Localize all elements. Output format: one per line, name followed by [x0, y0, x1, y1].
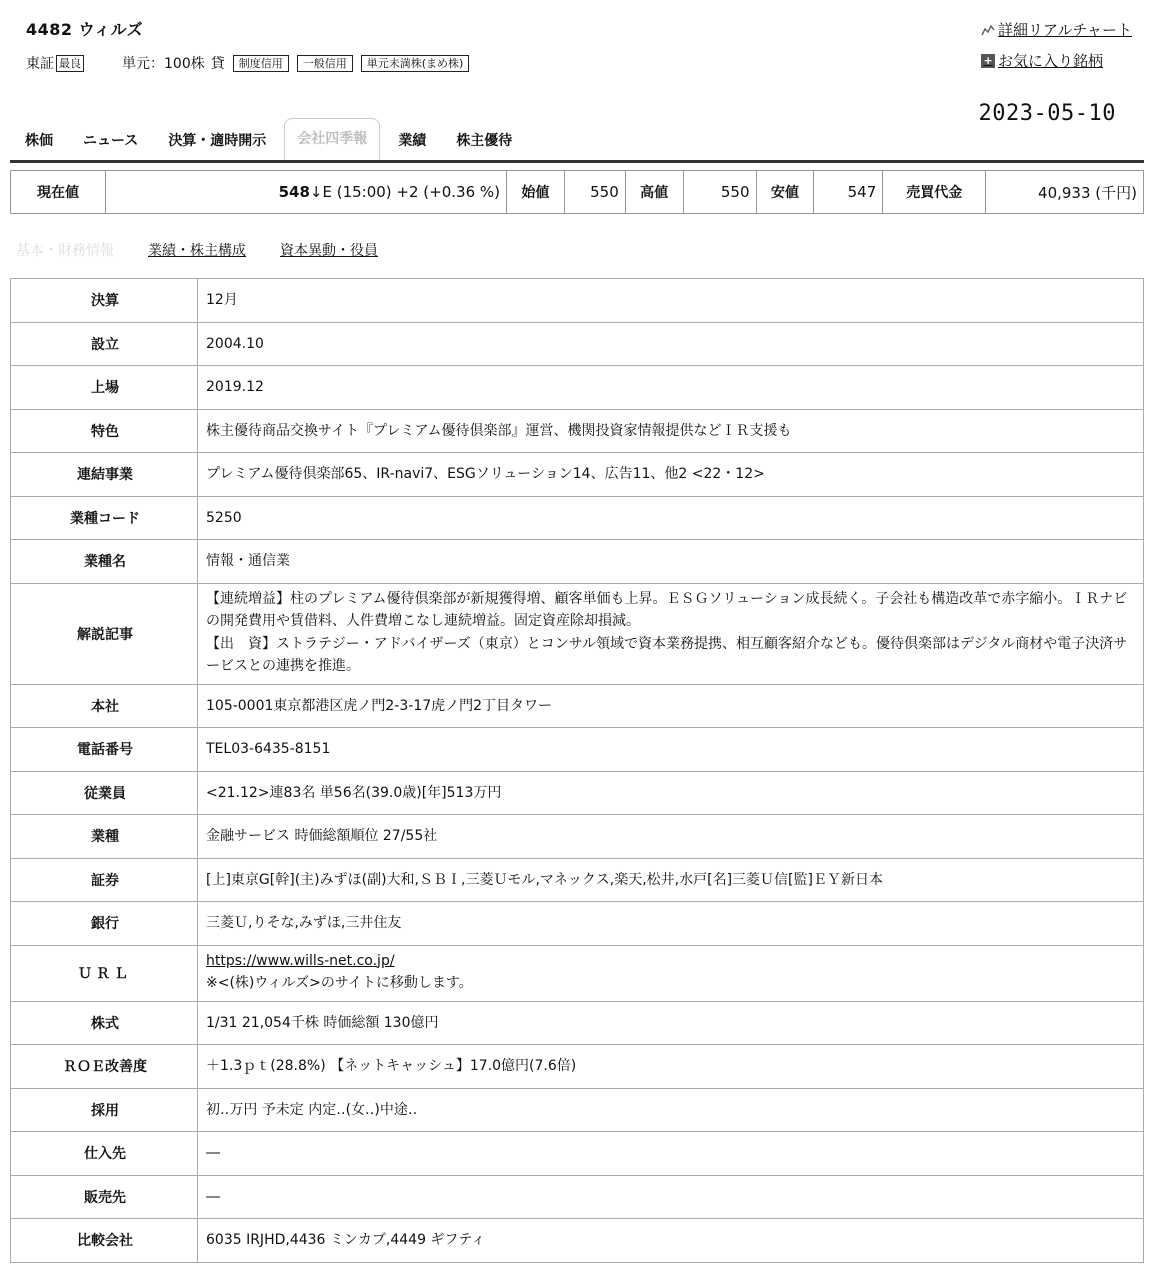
row-value: 金融サービス 時価総額順位 27/55社: [198, 815, 1144, 859]
stock-title: 4482 ウィルズ: [26, 20, 144, 39]
low-value: 547: [814, 171, 883, 214]
company-url-link[interactable]: https://www.wills-net.co.jp/: [206, 952, 395, 969]
row-value: 1/31 21,054千株 時価総額 130億円: [198, 1001, 1144, 1045]
favorite-label: お気に入り銘柄: [998, 52, 1104, 70]
table-row: [11, 540, 1144, 584]
row-value: 2019.12: [198, 366, 1144, 410]
url-value: [198, 945, 1144, 1001]
table-row: [11, 1045, 1144, 1089]
page-date: 2023-05-10: [978, 101, 1116, 126]
url-note: ※<(株)ウィルズ>のサイトに移動します。: [206, 975, 473, 991]
tab-underline: [10, 160, 1144, 163]
high-label: 高値: [625, 171, 683, 214]
open-value: 550: [564, 171, 625, 214]
table-row: [11, 409, 1144, 453]
row-key: 比較会社: [11, 1219, 198, 1263]
row-value: 株主優待商品交換サイト『プレミアム優待倶楽部』運営、機関投資家情報提供などＩＲ支援も: [198, 409, 1144, 453]
row-value: 5250: [198, 496, 1144, 540]
row-key: 株式: [11, 1001, 198, 1045]
table-row: [11, 1088, 1144, 1132]
table-row: [11, 453, 1144, 497]
subnav-basic-current: 基本・財務情報: [16, 243, 114, 259]
row-value: ＋1.3ｐｔ(28.8%) 【ネットキャッシュ】17.0億円(7.6倍): [198, 1045, 1144, 1089]
row-value: ―: [198, 1175, 1144, 1219]
tag-margin-general: 一般信用: [297, 55, 353, 72]
chart-icon: [981, 23, 995, 37]
tab-price[interactable]: 株価: [25, 133, 53, 149]
table-row: [11, 858, 1144, 902]
tag-margin-system: 制度信用: [233, 55, 289, 72]
row-key: 電話番号: [11, 728, 198, 772]
table-row: [11, 322, 1144, 366]
tab-shikiho[interactable]: 会社四季報: [284, 118, 380, 160]
page-header: [0, 0, 1150, 160]
row-value: プレミアム優待倶楽部65、IR-navi7、ESGソリューション14、広告11、他2 <22・12>: [198, 453, 1144, 497]
table-row: [11, 1219, 1144, 1263]
price-cell: [106, 171, 507, 214]
row-key: 採用: [11, 1088, 198, 1132]
open-label: 始値: [507, 171, 565, 214]
row-value: 6035 IRJHD,4436 ミンカブ,4449 ギフティ: [198, 1219, 1144, 1263]
table-row: [11, 902, 1144, 946]
row-value: <21.12>連83名 単56名(39.0歳)[年]513万円: [198, 771, 1144, 815]
row-value: 2004.10: [198, 322, 1144, 366]
row-key: 上場: [11, 366, 198, 410]
row-value: 105-0001東京都港区虎ノ門2-3-17虎ノ門2丁目タワー: [198, 684, 1144, 728]
table-row: [11, 279, 1144, 323]
row-key: ＵＲＬ: [11, 945, 198, 1001]
row-key: 販売先: [11, 1175, 198, 1219]
sub-navigation: [16, 240, 412, 260]
plus-icon: +: [981, 54, 995, 68]
subnav-capital-officers[interactable]: 資本異動・役員: [280, 243, 378, 259]
row-key: 銀行: [11, 902, 198, 946]
price-detail: (15:00) +2 (+0.36 %): [336, 183, 500, 201]
table-row: [11, 815, 1144, 859]
unit-label: 単元：100株: [122, 56, 205, 72]
main-tabs: [10, 118, 527, 160]
header-links: [981, 19, 1132, 81]
table-row: [11, 684, 1144, 728]
table-row: [11, 496, 1144, 540]
stock-meta: [26, 53, 469, 73]
price-label: 現在値: [11, 171, 106, 214]
row-value: 12月: [198, 279, 1144, 323]
table-row: [11, 1132, 1144, 1176]
tag-odd-lot: 単元未満株(まめ株): [361, 55, 470, 72]
row-key: 連結事業: [11, 453, 198, 497]
row-key: 本社: [11, 684, 198, 728]
row-key: 決算: [11, 279, 198, 323]
commentary-paragraph-1: 【連続増益】柱のプレミアム優待倶楽部が新規獲得増、顧客単価も上昇。ＥＳＧソリューション成長続く。子会社も構造改革で赤字縮小。ＩＲナビの開発費用や賃借料、人件費増こなし連続増益。固定資産除却損減。: [206, 590, 1128, 629]
table-row: [11, 1175, 1144, 1219]
quote-table: [10, 170, 1144, 214]
row-key: 証券: [11, 858, 198, 902]
tab-performance[interactable]: 業績: [398, 133, 427, 149]
turnover-label: 売買代金: [883, 171, 986, 214]
tab-benefits[interactable]: 株主優待: [456, 133, 513, 149]
table-row: [11, 1001, 1144, 1045]
commentary-value: [198, 583, 1144, 684]
row-value: 三菱Ｕ,りそな,みずほ,三井住友: [198, 902, 1144, 946]
row-key: 設立: [11, 322, 198, 366]
market-badge: 最良: [56, 55, 84, 72]
table-row: [11, 728, 1144, 772]
table-row: [11, 945, 1144, 1001]
row-key: ＲＯＥ改善度: [11, 1045, 198, 1089]
commentary-paragraph-2: 【出 資】ストラテジー・アドバイザーズ（東京）とコンサル領域で資本業務提携、相互顧客紹介なども。優待倶楽部はデジタル商材や電子決済サービスとの連携を推進。: [206, 635, 1128, 674]
row-key: 業種コード: [11, 496, 198, 540]
tab-disclosure[interactable]: 決算・適時開示: [168, 133, 267, 149]
market-label: 東証: [26, 56, 54, 72]
high-value: 550: [683, 171, 756, 214]
company-info-table: [10, 278, 1144, 1263]
price-value: 548: [278, 183, 310, 201]
subnav-performance-shareholders[interactable]: 業績・株主構成: [148, 243, 246, 259]
table-row: [11, 583, 1144, 684]
row-key: 仕入先: [11, 1132, 198, 1176]
row-value: TEL03-6435-8151: [198, 728, 1144, 772]
row-key: 業種: [11, 815, 198, 859]
low-label: 安値: [756, 171, 814, 214]
row-value: ―: [198, 1132, 1144, 1176]
price-mark: ↓E: [309, 183, 332, 201]
table-row: [11, 366, 1144, 410]
row-key: 業種名: [11, 540, 198, 584]
row-key: 特色: [11, 409, 198, 453]
lending-label: 貸: [210, 56, 225, 72]
turnover-value: 40,933 (千円): [986, 171, 1144, 214]
row-value: 情報・通信業: [198, 540, 1144, 584]
realtime-chart-label: 詳細リアルチャート: [998, 21, 1132, 39]
realtime-chart-link[interactable]: [981, 19, 1132, 40]
table-row: [11, 771, 1144, 815]
row-value: [上]東京G[幹](主)みずほ(副)大和,ＳＢＩ,三菱Ｕモル,マネックス,楽天,松井,水戸[名]三菱Ｕ信[監]ＥＹ新日本: [198, 858, 1144, 902]
row-value: 初‥万円 予未定 内定‥(女‥)中途‥: [198, 1088, 1144, 1132]
favorite-link[interactable]: [981, 50, 1132, 71]
tab-news[interactable]: ニュース: [83, 133, 139, 149]
row-key: 解説記事: [11, 583, 198, 684]
row-key: 従業員: [11, 771, 198, 815]
